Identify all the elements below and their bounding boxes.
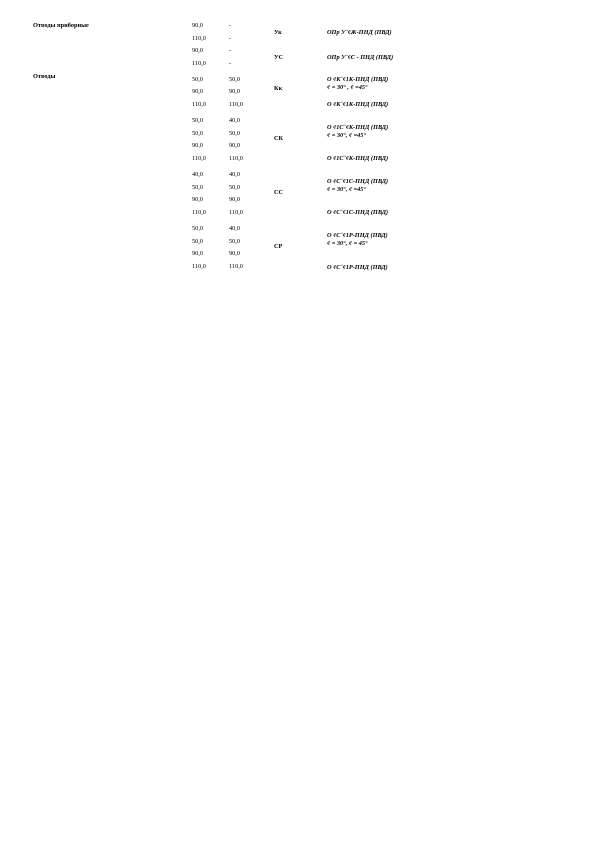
diameter-1: 50,0 xyxy=(192,76,204,83)
diameter-1: 50,0 xyxy=(192,238,204,245)
diameter-2: 50,0 xyxy=(229,130,241,137)
diameter-2: 50,0 xyxy=(229,238,241,245)
diameter-1: 110,0 xyxy=(192,101,206,108)
diameter-1: 90,0 xyxy=(192,88,204,95)
item-code: СР xyxy=(274,243,283,250)
diameter-1: 110,0 xyxy=(192,263,206,270)
diameter-1: 90,0 xyxy=(192,142,204,149)
item-code: СК xyxy=(274,135,284,142)
diameter-2: 110,0 xyxy=(229,101,243,108)
item-code: СС xyxy=(274,189,284,196)
diameter-1: 110,0 xyxy=(192,35,206,42)
diameter-1: 90,0 xyxy=(192,47,204,54)
diameter-2: - xyxy=(229,47,232,54)
item-designation: О ¢1С¨¢К-ПНД (ПВД) xyxy=(327,124,389,131)
diameter-2: 40,0 xyxy=(229,225,241,232)
diameter-1: 40,0 xyxy=(192,171,204,178)
section-label-instrument-elbows: Отводы приборные xyxy=(33,22,89,29)
item-angle-spec: ¢ = 30°, ¢ =45° xyxy=(327,186,366,193)
diameter-2: 110,0 xyxy=(229,155,243,162)
diameter-1: 90,0 xyxy=(192,196,204,203)
item-designation: О ¢С¨¢1С-ПНД (ПВД) xyxy=(327,178,389,185)
item-designation: О ¢С¨¢1С-ПНД (ПВД) xyxy=(327,209,389,216)
item-angle-spec: ¢ = 30°, ¢ = 45° xyxy=(327,240,368,247)
item-code: Ук xyxy=(274,29,282,36)
section-label-elbows: Отводы xyxy=(33,73,56,80)
diameter-2: - xyxy=(229,60,232,67)
diameter-1: 50,0 xyxy=(192,184,204,191)
diameter-2: 50,0 xyxy=(229,76,241,83)
diameter-2: 90,0 xyxy=(229,142,241,149)
diameter-2: - xyxy=(229,22,232,29)
diameter-1: 50,0 xyxy=(192,130,204,137)
item-designation: О ¢С¨¢1Р-ПНД (ПВД) xyxy=(327,232,388,239)
diameter-2: 110,0 xyxy=(229,209,243,216)
diameter-2: 40,0 xyxy=(229,117,241,124)
diameter-1: 90,0 xyxy=(192,22,204,29)
item-designation: О ¢1С¨¢К-ПНД (ПВД) xyxy=(327,155,389,162)
diameter-2: - xyxy=(229,35,232,42)
item-code: Кк xyxy=(274,85,283,92)
diameter-1: 50,0 xyxy=(192,117,204,124)
item-angle-spec: ¢ = 30° , ¢ =45° xyxy=(327,84,368,91)
diameter-1: 110,0 xyxy=(192,60,206,67)
diameter-1: 110,0 xyxy=(192,155,206,162)
item-angle-spec: ¢ = 30°, ¢ =45° xyxy=(327,132,366,139)
item-designation: О ¢С¨¢1Р-ПНД (ПВД) xyxy=(327,264,388,271)
diameter-1: 90,0 xyxy=(192,250,204,257)
diameter-2: 90,0 xyxy=(229,250,241,257)
diameter-2: 90,0 xyxy=(229,196,241,203)
diameter-2: 110,0 xyxy=(229,263,243,270)
item-code: УС xyxy=(274,54,284,61)
item-designation: ОПр У¨¢Ж-ПНД (ПВД) xyxy=(327,29,392,36)
diameter-2: 40,0 xyxy=(229,171,241,178)
item-designation: О ¢К¨¢1К-ПНД (ПВД) xyxy=(327,101,389,108)
diameter-1: 110,0 xyxy=(192,209,206,216)
item-designation: ОПр У¨¢С - ПНД (ПВД) xyxy=(327,54,394,61)
diameter-2: 90,0 xyxy=(229,88,241,95)
item-designation: О ¢К¨¢1К-ПНД (ПВД) xyxy=(327,76,389,83)
diameter-2: 50,0 xyxy=(229,184,241,191)
diameter-1: 50,0 xyxy=(192,225,204,232)
